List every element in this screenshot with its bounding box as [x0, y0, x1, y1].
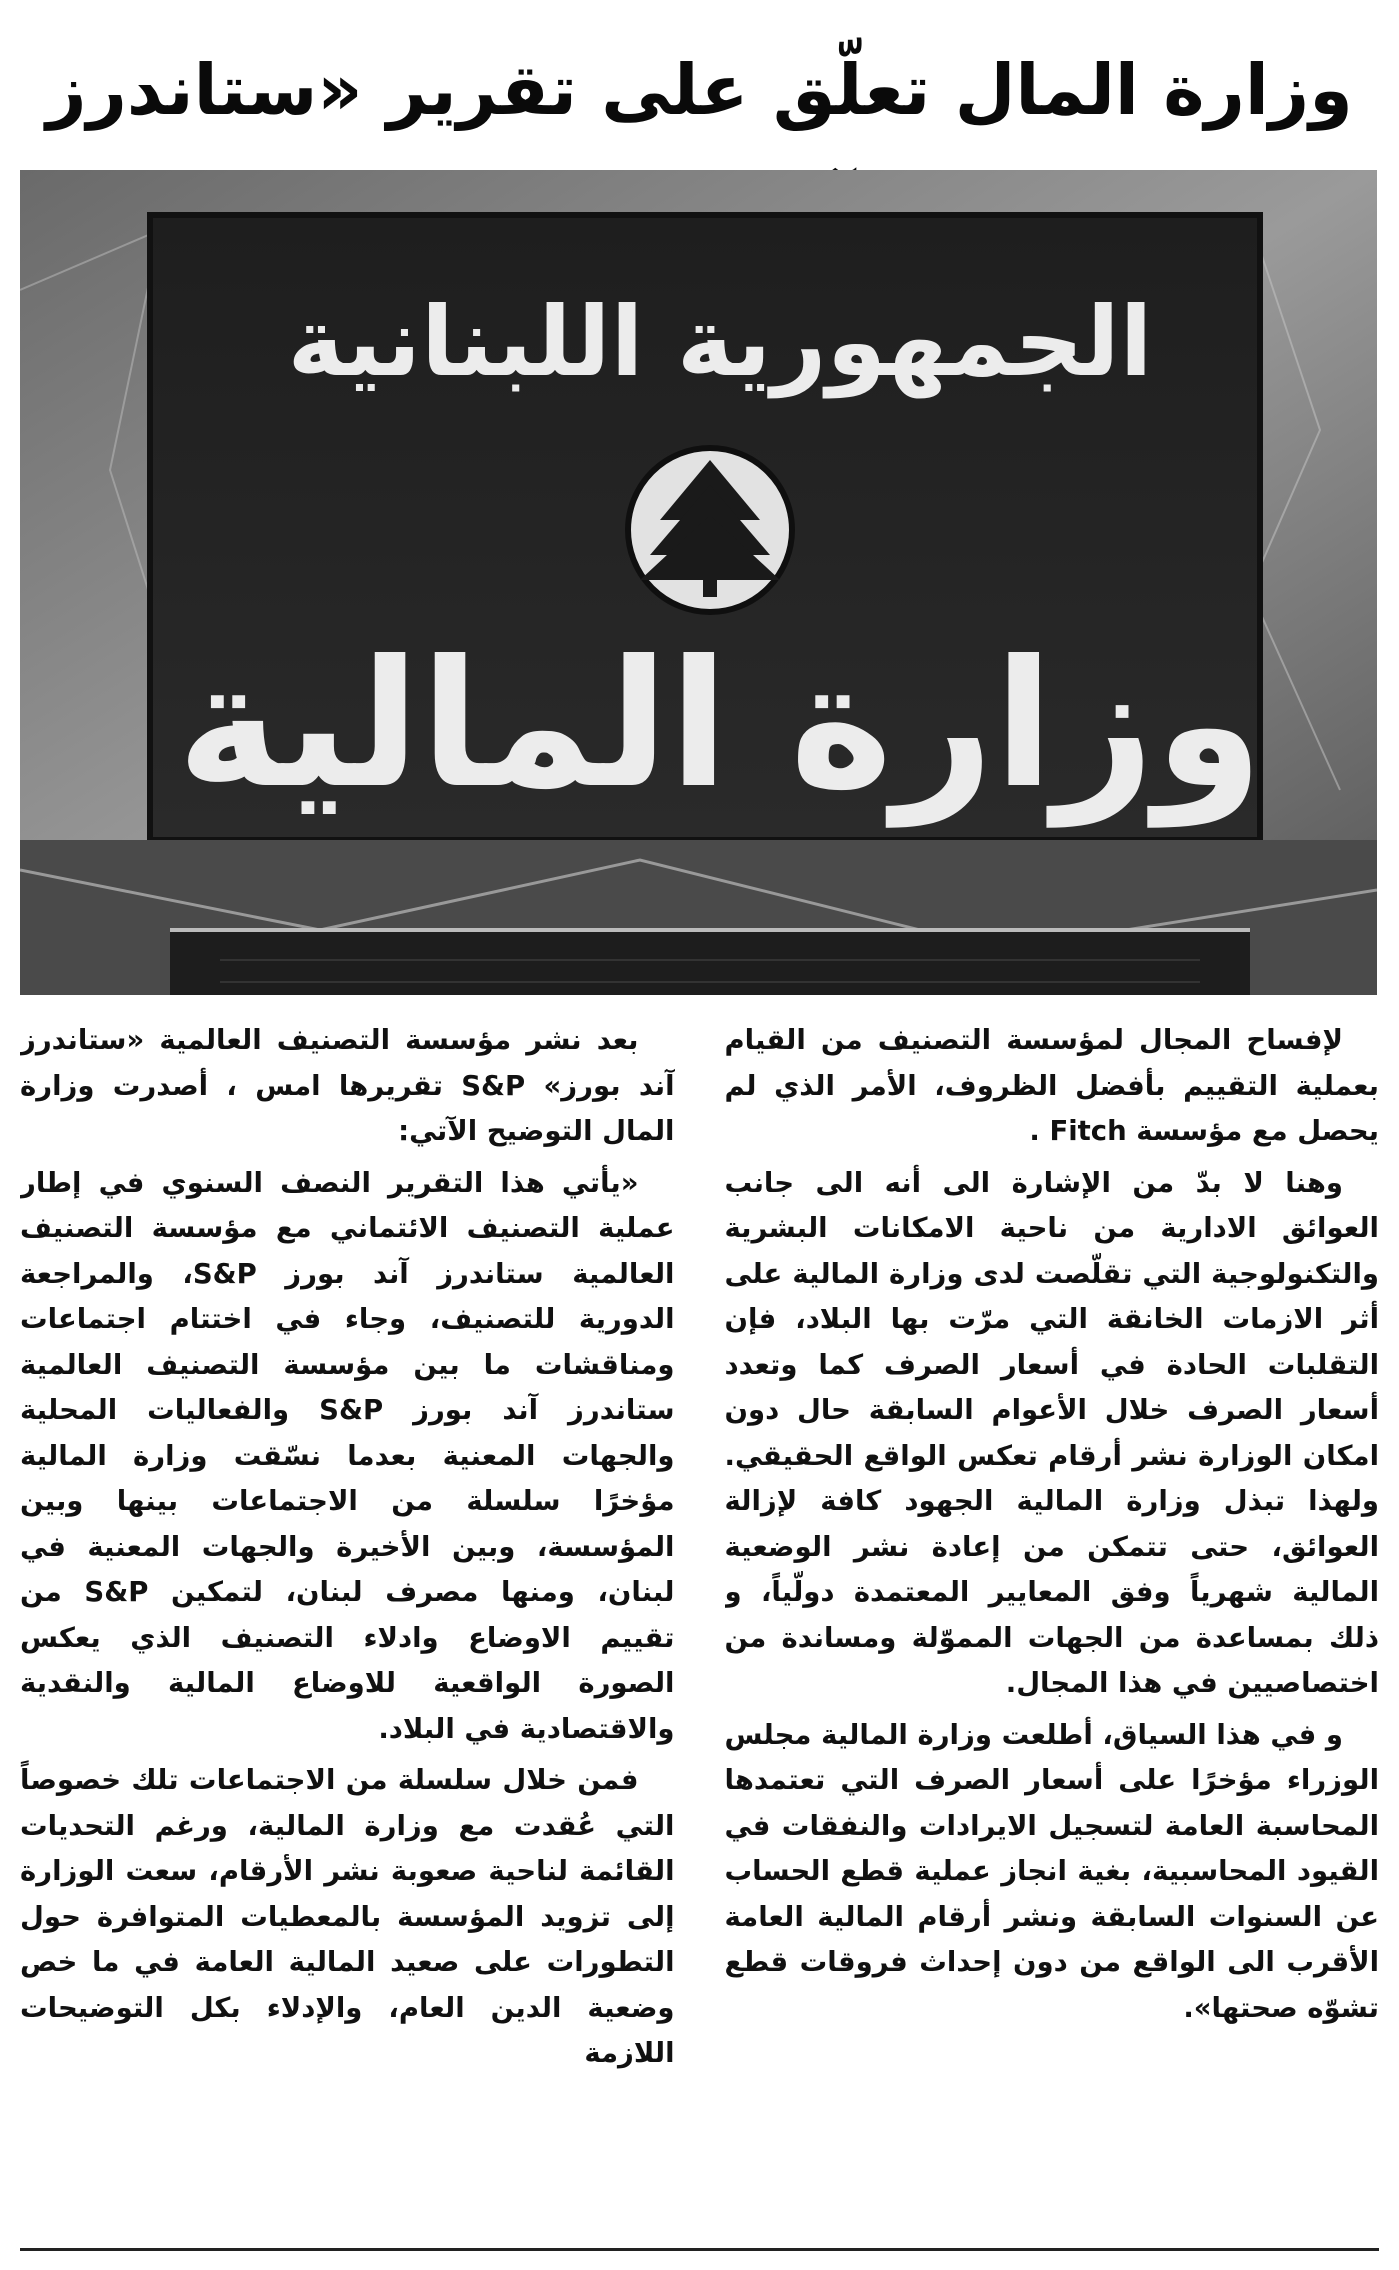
article-body — [20, 1018, 1379, 2233]
ministry-sign-photo — [20, 170, 1377, 995]
sign-illustration — [20, 170, 1377, 995]
paragraph: لإفساح المجال لمؤسسة التصنيف من القيام بعملية التقييم بأفضل الظروف، الأمر الذي لم يحصل مع مؤسسة Fitch . — [724, 1024, 1379, 1147]
left-column — [725, 1018, 1380, 2233]
paragraph: فمن خلال سلسلة من الاجتماعات تلك خصوصاً التي عُقدت مع وزارة المالية، ورغم التحديات القائمة لناحية صعوبة نشر الأرقام، سعت الوزارة إلى تزويد المؤسسة بالمعطيات المتوافرة حول التطورات على صعيد المالية العامة في ما خص وضعية الدين العام، والإدلاء بكل التوضيحات اللازمة — [20, 1764, 675, 2069]
sign-bottom-text: وزارة المالية — [176, 624, 1264, 827]
paragraph: وهنا لا بدّ من الإشارة الى أنه الى جانب العوائق الادارية من ناحية الامكانات البشرية والتكنولوجية التي تقلّصت لدى وزارة المالية على أثر الازمات الخانقة التي مرّت بها البلاد، فإن التقلبات الحادة في أسعار الصرف كما وتعدد أسعار الصرف خلال الأعوام السابقة حال دون امكان الوزارة نشر أرقام تعكس الواقع الحقيقي. ولهذا تبذل وزارة المالية الجهود كافة لإزالة العوائق، حتى تتمكن من إعادة نشر الوضعية المالية شهرياً وفق المعايير المعتمدة دولّياً، و ذلك بمساعدة من الجهات المموّلة ومساندة من اختصاصيين في هذا المجال. — [724, 1166, 1379, 1699]
bottom-divider — [20, 2248, 1379, 2251]
sign-top-text: الجمهورية اللبنانية — [287, 286, 1153, 398]
doorway — [170, 930, 1250, 995]
headline: وزارة المال تعلّق على تقرير «ستاندرز — [46, 49, 1353, 131]
cedar-icon — [628, 448, 792, 612]
paragraph: و في هذا السياق، أطلعت وزارة المالية مجلس الوزراء مؤخرًا على أسعار الصرف التي تعتمدها المحاسبة العامة لتسجيل الايرادات والنفقات في القيود المحاسبية، بغية انجاز عملية قطع الحساب عن السنوات السابقة ونشر أرقام المالية العامة الأقرب الى الواقع من دون إحداث فروقات قطع تشوّه صحتها». — [724, 1718, 1379, 2024]
paragraph: بعد نشر مؤسسة التصنيف العالمية «ستاندرز آند بورز» S&P تقريرها امس ، أصدرت وزارة المال التوضيح الآتي: — [20, 1024, 675, 1147]
right-column — [20, 1018, 675, 2233]
paragraph: «يأتي هذا التقرير النصف السنوي في إطار عملية التصنيف الائتماني مع مؤسسة التصنيف العالمية ستاندرز آند بورز S&P، والمراجعة الدورية للتصنيف، وجاء في اختتام اجتماعات ومناقشات ما بين مؤسسة التصنيف العالمية ستاندرز آند بورز S&P والفعاليات المحلية والجهات المعنية بعدما نسّقت وزارة المالية مؤخرًا سلسلة من الاجتماعات بينها وبين المؤسسة، وبين الأخيرة والجهات المعنية في لبنان، ومنها مصرف لبنان، لتمكين S&P من تقييم الاوضاع وادلاء التصنيف الذي يعكس الصورة الواقعية للاوضاع المالية والنقدية والاقتصادية في البلاد. — [20, 1166, 675, 1745]
